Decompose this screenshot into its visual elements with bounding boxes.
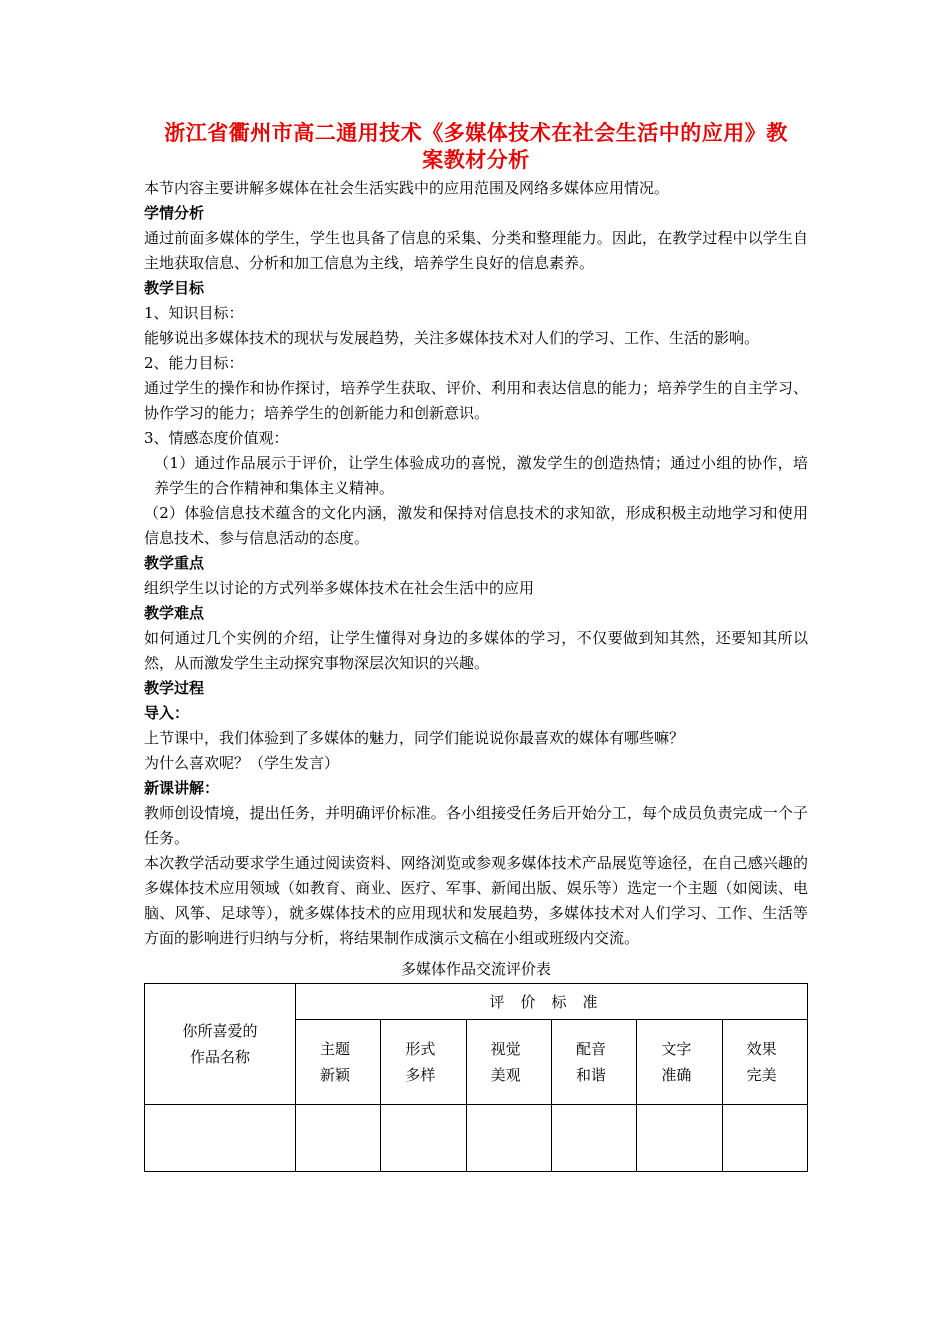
title-line-1: 浙江省衢州市高二通用技术《多媒体技术在社会生活中的应用》教 xyxy=(164,121,788,145)
heading-student-analysis: 学情分析 xyxy=(144,204,205,222)
criterion-cell xyxy=(722,1020,807,1105)
attitude-goal-item-1: （1）通过作品展示于评价，让学生体验成功的喜悦，激发学生的创造热情；通过小组的协作，培养学生的合作精神和集体主义精神。 xyxy=(154,454,808,497)
criterion-line-2: 美观 xyxy=(490,1066,521,1084)
key-points-text: 组织学生以讨论的方式列举多媒体技术在社会生活中的应用 xyxy=(144,579,535,597)
heading-key-points: 教学重点 xyxy=(144,554,205,572)
empty-cell[interactable] xyxy=(466,1105,551,1172)
criterion-line-2: 多样 xyxy=(405,1066,436,1084)
heading-new-lesson: 新课讲解： xyxy=(144,779,220,797)
criterion-line-2: 完美 xyxy=(746,1066,777,1084)
new-lesson-paragraph-2: 本次教学活动要求学生通过阅读资料、网络浏览或参观多媒体技术产品展览等途径，在自己感兴趣的多媒体技术应用领域（如教育、商业、医疗、军事、新闻出版、娱乐等）选定一个主题（如阅读、电脑、风筝、足球等），就多媒体技术的应用现状和发展趋势，多媒体技术对人们学习、工作、生活等方面的影响进行归纳与分析，将结果制作成演示文稿在小组或班级内交流。 xyxy=(144,854,808,947)
heading-introduction: 导入： xyxy=(144,704,190,722)
intro-paragraph: 本节内容主要讲解多媒体在社会生活实践中的应用范围及网络多媒体应用情况。 xyxy=(144,179,670,197)
empty-entry-row xyxy=(145,1105,808,1172)
empty-cell[interactable] xyxy=(722,1105,807,1172)
criterion-line-2: 和谐 xyxy=(575,1066,606,1084)
evaluation-table xyxy=(144,983,808,1172)
criterion-line-1: 主题 xyxy=(320,1040,351,1058)
work-name-header xyxy=(145,984,296,1105)
criterion-line-1: 配音 xyxy=(575,1040,606,1058)
table-header-row xyxy=(145,984,808,1020)
heading-difficulties: 教学难点 xyxy=(144,604,205,622)
empty-cell[interactable] xyxy=(551,1105,636,1172)
empty-cell[interactable] xyxy=(381,1105,466,1172)
criterion-cell xyxy=(381,1020,466,1105)
criterion-line-2: 准确 xyxy=(661,1066,692,1084)
knowledge-goal-label: 1、知识目标： xyxy=(144,304,244,322)
criterion-line-2: 新颖 xyxy=(320,1066,351,1084)
ability-goal-label: 2、能力目标： xyxy=(144,354,244,372)
table-caption: 多媒体作品交流评价表 xyxy=(400,960,551,978)
criterion-line-1: 形式 xyxy=(405,1040,436,1058)
attitude-goal-item-2: （2）体验信息技术蕴含的文化内涵，激发和保持对信息技术的求知欲，形成积极主动地学习和使用信息技术、参与信息活动的态度。 xyxy=(144,504,808,547)
heading-teaching-goals: 教学目标 xyxy=(144,279,205,297)
criterion-cell xyxy=(466,1020,551,1105)
criterion-line-1: 文字 xyxy=(661,1040,692,1058)
criterion-cell xyxy=(551,1020,636,1105)
heading-teaching-process: 教学过程 xyxy=(144,679,205,697)
empty-cell[interactable] xyxy=(296,1105,381,1172)
criterion-cell xyxy=(637,1020,722,1105)
work-name-header-line-1: 你所喜爱的 xyxy=(182,1022,258,1040)
criteria-header: 评价标准 xyxy=(296,984,808,1020)
introduction-line-2: 为什么喜欢呢？（学生发言） xyxy=(144,754,340,772)
document-title xyxy=(144,120,808,174)
ability-goal-text: 通过学生的操作和协作探讨，培养学生获取、评价、利用和表达信息的能力；培养学生的自主学习、协作学习的能力；培养学生的创新能力和创新意识。 xyxy=(144,379,808,422)
criterion-cell xyxy=(296,1020,381,1105)
introduction-line-1: 上节课中，我们体验到了多媒体的魅力，同学们能说说你最喜欢的媒体有哪些嘛？ xyxy=(144,729,685,747)
new-lesson-paragraph-1: 教师创设情境，提出任务，并明确评价标准。各小组接受任务后开始分工，每个成员负责完成一个子任务。 xyxy=(144,804,808,847)
work-name-header-line-2: 作品名称 xyxy=(189,1048,250,1066)
empty-cell[interactable] xyxy=(145,1105,296,1172)
attitude-goal-label: 3、情感态度价值观： xyxy=(144,429,289,447)
difficulties-text: 如何通过几个实例的介绍，让学生懂得对身边的多媒体的学习，不仅要做到知其然，还要知其所以然，从而激发学生主动探究事物深层次知识的兴趣。 xyxy=(144,629,808,672)
title-line-2: 案教材分析 xyxy=(422,148,530,172)
knowledge-goal-text: 能够说出多媒体技术的现状与发展趋势，关注多媒体技术对人们的学习、工作、生活的影响。 xyxy=(144,329,760,347)
criterion-line-1: 效果 xyxy=(746,1040,777,1058)
empty-cell[interactable] xyxy=(637,1105,722,1172)
criterion-line-1: 视觉 xyxy=(490,1040,521,1058)
student-analysis-text: 通过前面多媒体的学生，学生也具备了信息的采集、分类和整理能力。因此，在教学过程中以学生自主地获取信息、分析和加工信息为主线，培养学生良好的信息素养。 xyxy=(144,229,808,272)
document-page xyxy=(144,120,808,1172)
